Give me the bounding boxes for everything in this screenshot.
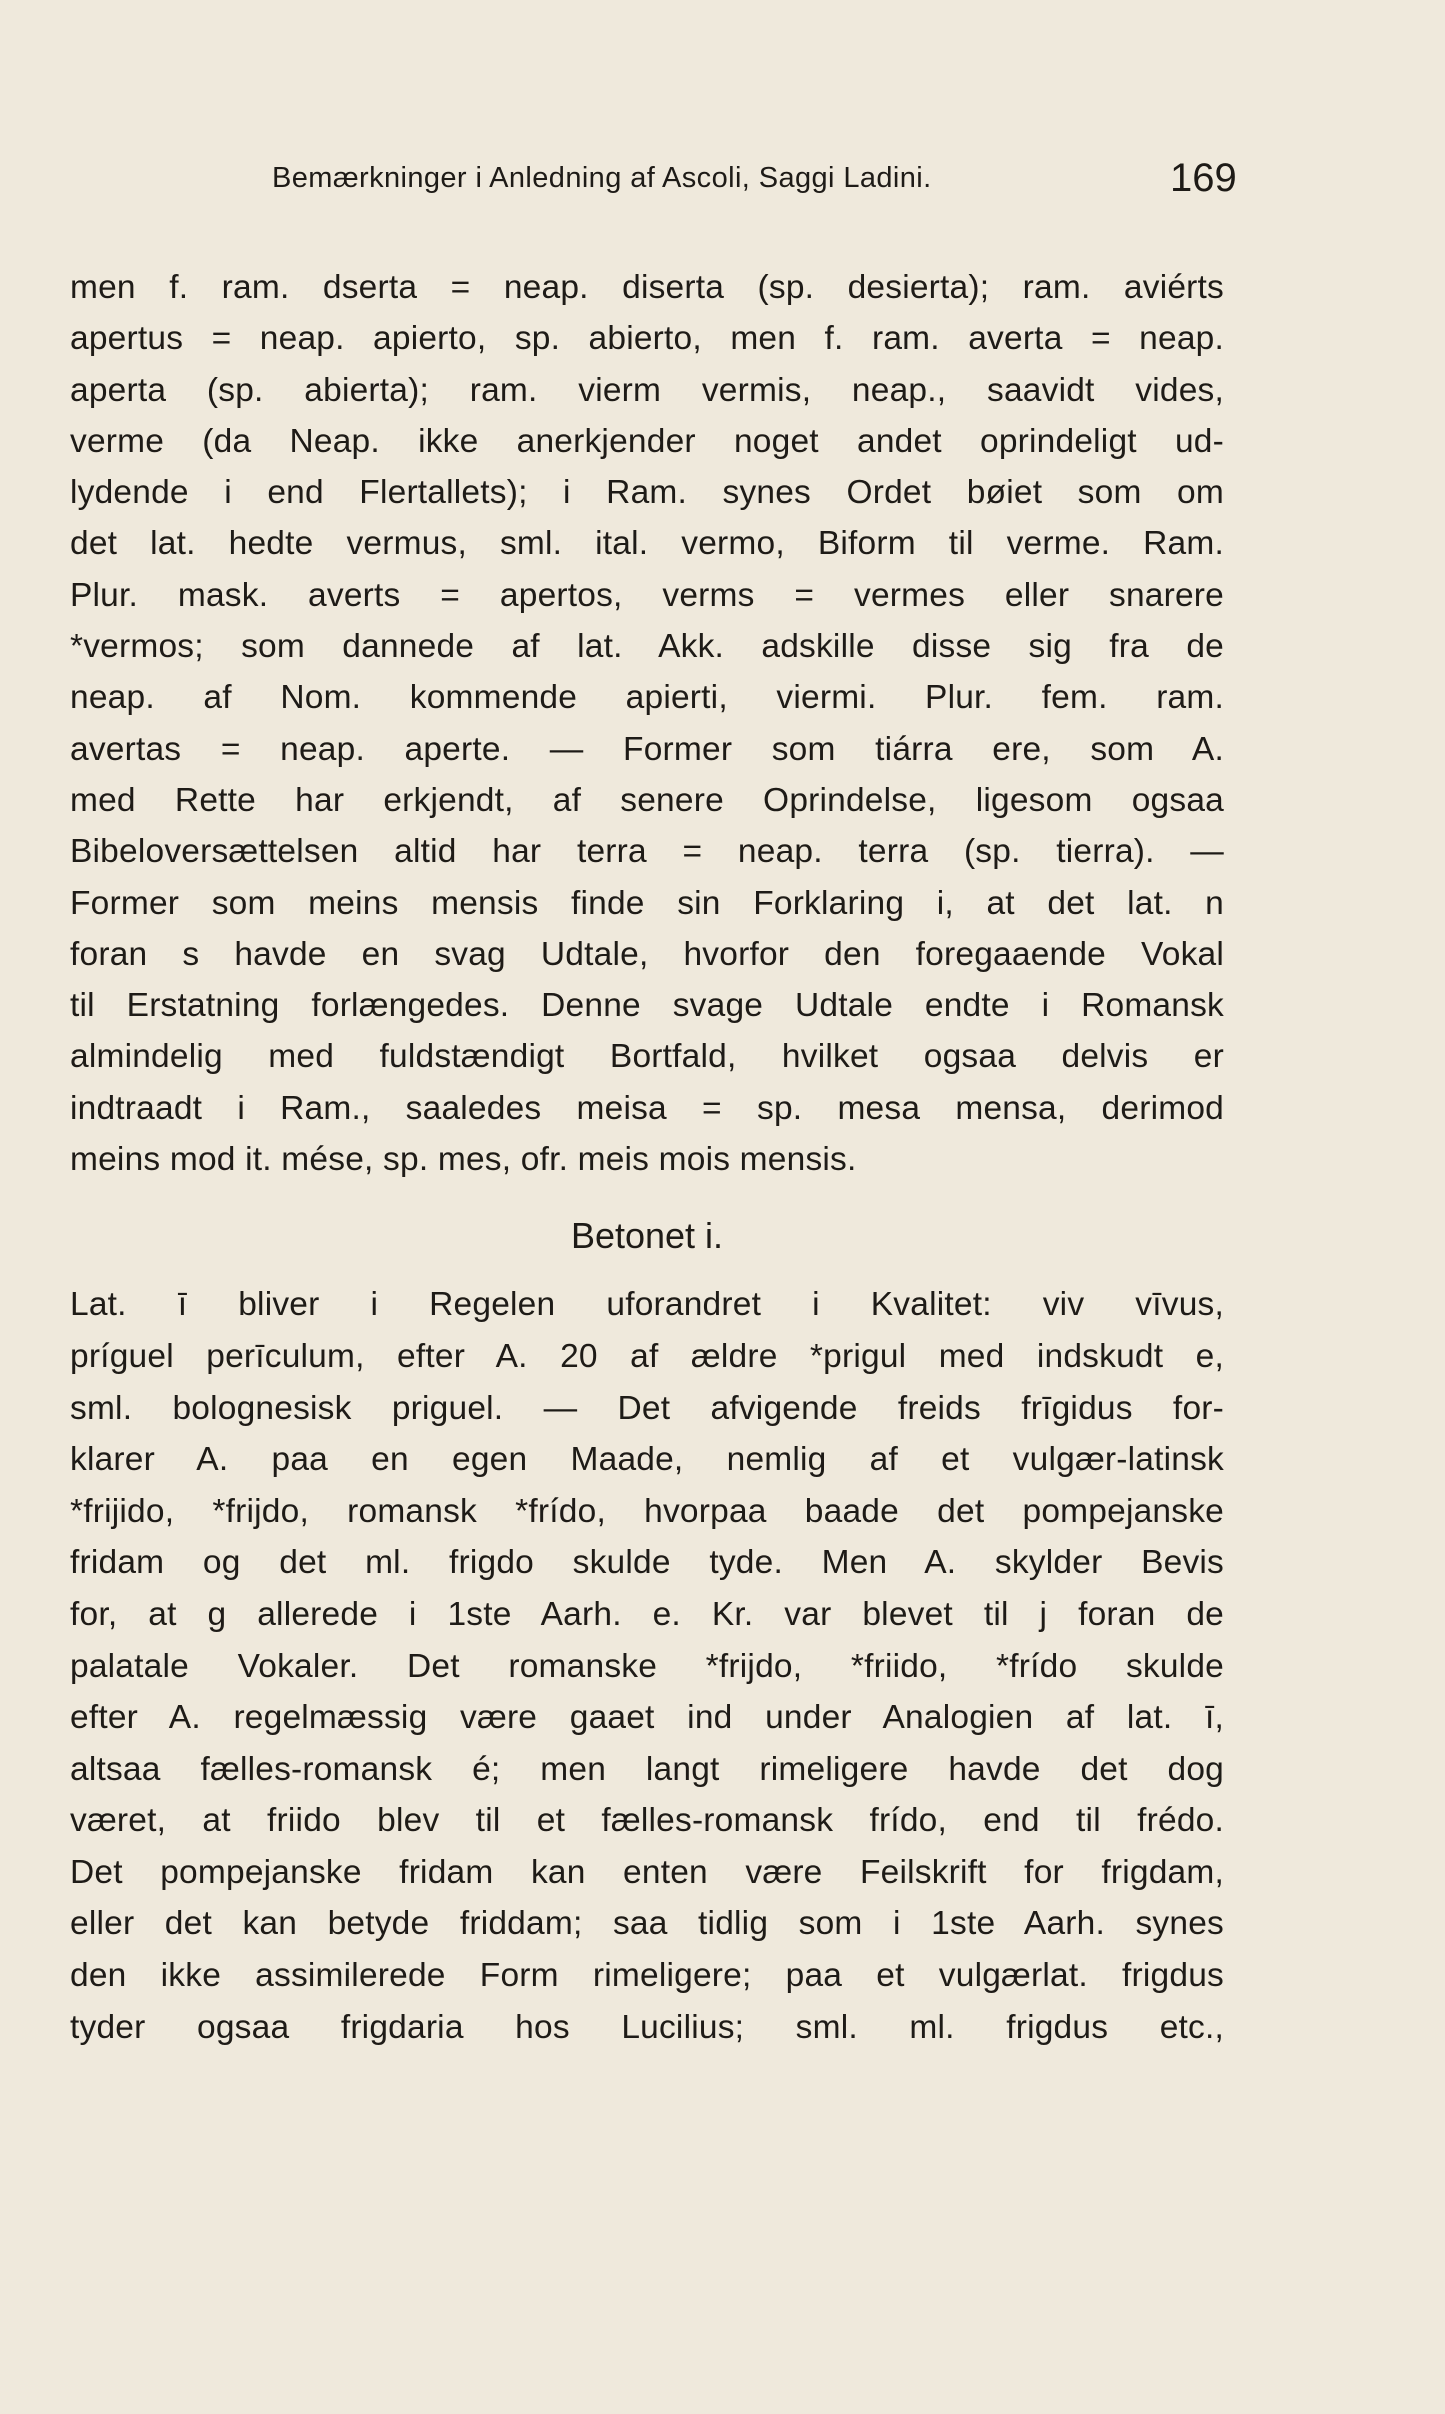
text-line: Bibeloversættelsen altid har terra = neap. terra (sp. tierra). — (70, 833, 1224, 871)
text-line: avertas = neap. aperte. — Former som tiárra ere, som A. (70, 730, 1224, 768)
paragraph-2 (70, 1279, 1224, 2053)
text-line: for, at g allerede i 1ste Aarh. e. Kr. var blevet til j foran de (70, 1595, 1224, 1633)
text-line: apertus = neap. apierto, sp. abierto, men f. ram. averta = neap. (70, 320, 1224, 358)
text-line: neap. af Nom. kommende apierti, viermi. Plur. fem. ram. (70, 679, 1224, 717)
text-line: almindelig med fuldstændigt Bortfald, hvilket ogsaa delvis er (70, 1038, 1224, 1076)
text-line: altsaa fælles-romansk é; men langt rimeligere havde det dog (70, 1750, 1224, 1788)
text-line: eller det kan betyde friddam; saa tidlig som i 1ste Aarh. synes (70, 1905, 1224, 1943)
body-text (70, 262, 1224, 2053)
text-line: været, at friido blev til et fælles-romansk frído, end til frédo. (70, 1802, 1224, 1840)
text-line: palatale Vokaler. Det romanske *frijdo, *friido, *frído skulde (70, 1647, 1224, 1685)
text-line: Plur. mask. averts = apertos, verms = vermes eller snarere (70, 576, 1224, 614)
text-line: verme (da Neap. ikke anerkjender noget andet oprindeligt ud- (70, 422, 1224, 460)
section-heading: Betonet i. (570, 1215, 724, 1257)
text-line: aperta (sp. abierta); ram. vierm vermis, neap., saavidt vides, (70, 371, 1224, 409)
text-line: det lat. hedte vermus, sml. ital. vermo, Biform til verme. Ram. (70, 525, 1224, 563)
text-line: efter A. regelmæssig være gaaet ind under Analogien af lat. ī, (70, 1699, 1224, 1737)
text-line: Former som meins mensis finde sin Forklaring i, at det lat. n (70, 884, 1224, 922)
text-line: til Erstatning forlængedes. Denne svage Udtale endte i Romansk (70, 987, 1224, 1025)
text-line: *vermos; som dannede af lat. Akk. adskille disse sig fra de (70, 628, 1224, 666)
text-line: indtraadt i Ram., saaledes meisa = sp. mesa mensa, derimod (70, 1089, 1224, 1127)
text-line: klarer A. paa en egen Maade, nemlig af et vulgær-latinsk (70, 1441, 1224, 1479)
paragraph-1 (70, 262, 1224, 1185)
text-line: tyder ogsaa frigdaria hos Lucilius; sml. ml. frigdus etc., (70, 2008, 1224, 2046)
text-line: Lat. ī bliver i Regelen uforandret i Kvalitet: viv vīvus, (70, 1286, 1224, 1324)
text-line: Det pompejanske fridam kan enten være Feilskrift for frigdam, (70, 1853, 1224, 1891)
text-line: sml. bolognesisk priguel. — Det afvigende freids frīgidus for- (70, 1389, 1224, 1427)
page-number: 169 (1170, 156, 1237, 200)
text-line: príguel perīculum, efter A. 20 af ældre *prigul med indskudt e, (70, 1337, 1224, 1375)
text-line: men f. ram. dserta = neap. diserta (sp. desierta); ram. aviérts (70, 269, 1224, 306)
text-line: fridam og det ml. frigdo skulde tyde. Men A. skylder Bevis (70, 1544, 1224, 1582)
text-line: med Rette har erkjendt, af senere Oprindelse, ligesom ogsaa (70, 781, 1224, 819)
text-line: meins mod it. mése, sp. mes, ofr. meis mois mensis. (70, 1141, 857, 1179)
text-line: den ikke assimilerede Form rimeligere; paa et vulgærlat. frigdus (70, 1957, 1224, 1995)
running-header (0, 158, 1445, 204)
text-line: foran s havde en svag Udtale, hvorfor den foregaaende Vokal (70, 935, 1224, 973)
running-title: Bemærkninger i Anledning af Ascoli, Saggi Ladini. (272, 162, 932, 194)
text-line: *frijido, *frijdo, romansk *frído, hvorpaa baade det pompejanske (70, 1492, 1224, 1530)
text-line: lydende i end Flertallets); i Ram. synes Ordet bøiet som om (70, 474, 1224, 512)
